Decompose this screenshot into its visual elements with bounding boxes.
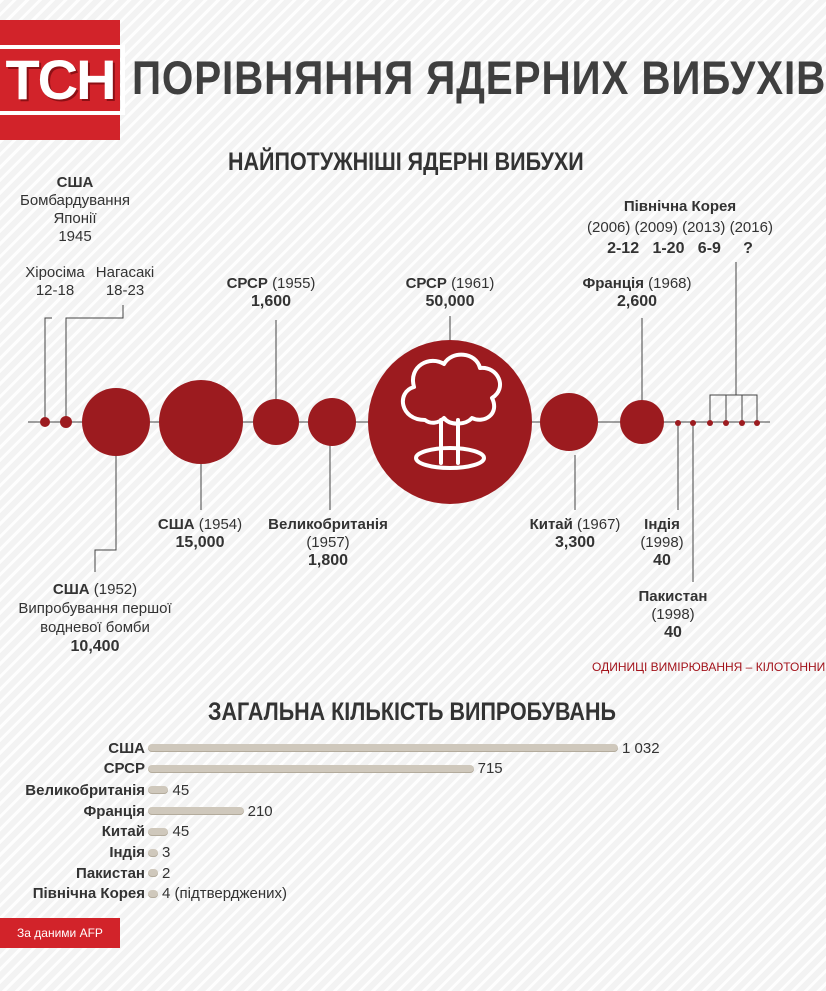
bar-value-label: 3 [162,844,171,861]
page-title: ПОРІВНЯННЯ ЯДЕРНИХ ВИБУХІВ [132,51,826,104]
circle-usa1954 [159,380,243,464]
bar-value-label: 4 (підтверджених) [162,885,288,902]
circle-ussr1955 [253,399,299,445]
label-hiroshima: Хіросіма 12-18 [25,264,85,299]
bar [148,849,158,857]
bar-row [0,842,800,863]
bar-value-label: 715 [477,760,503,777]
label-uk1957: Великобританія (1957) 1,800 [268,516,388,569]
bar-label: США [108,739,145,757]
section-title-total-tests: ЗАГАЛЬНА КІЛЬКІСТЬ ВИПРОБУВАНЬ [208,698,616,726]
bar-label: Індія [109,844,145,861]
circle-uk1957 [308,398,356,446]
bar [148,890,158,898]
label-usa1954: США (1954) 15,000 [157,516,243,551]
bar-row [0,863,800,883]
bar [148,828,168,836]
label-nagasaki: Нагасакі 18-23 [95,264,155,299]
bar-label: Пакистан [76,864,145,882]
bar-row [0,779,800,801]
circle-pakistan [690,420,696,426]
bar [148,744,618,752]
bar-row [0,801,800,821]
bar-label: СРСР [103,760,145,777]
bar-value-label: 210 [247,802,273,820]
bar-label: Північна Корея [32,885,145,902]
bar [148,869,158,877]
bar-value-label: 45 [172,823,190,840]
circle-nk-2009 [723,420,729,426]
bar-value-label: 45 [172,781,190,799]
circle-nagasaki [60,416,72,428]
label-france1968: Франція (1968) 2,600 [582,275,692,310]
bar-label: Великобританія [25,781,145,799]
tests-bar-chart [0,738,800,904]
tsn-logo: ТСН [0,20,120,140]
leader-hiroshima [45,318,52,422]
source-note: За даними AFP [0,918,120,948]
label-india: Індія (1998) 40 [640,516,684,569]
bar-row [0,758,800,779]
circle-china1967 [540,393,598,451]
bar-label: Франція [83,802,145,820]
bar-value-label: 2 [162,864,171,882]
bar-label: Китай [101,823,145,840]
bar [148,765,474,773]
label-pakistan: Пакистан (1998) 40 [638,588,708,641]
bar [148,786,168,794]
label-ussr1955: СРСР (1955) 1,600 [226,275,316,310]
circle-france1968 [620,400,664,444]
label-north-korea: Північна Корея (2006) (2009) (2013) (2016) 2-12 1-20 6-9 ? [587,198,773,257]
bracket-nk [710,395,757,422]
circle-usa1952 [82,388,150,456]
leader-usa1952 [95,455,116,572]
label-usa1945: США Бомбардування Японії 1945 [19,174,130,245]
label-ussr1961: СРСР (1961) 50,000 [405,275,495,310]
bar [148,807,244,815]
section-title-strongest: НАЙПОТУЖНІШІ ЯДЕРНІ ВИБУХИ [228,148,584,176]
bar-row [0,738,800,758]
label-china1967: Китай (1967) 3,300 [529,516,621,551]
bar-value-label: 1 032 [622,739,660,757]
circle-nk-2013 [739,420,745,426]
label-usa1952: США (1952) Випробування першої водневої бомби 10,400 [18,581,172,655]
bar-row [0,883,800,904]
circle-hiroshima [40,417,50,427]
circle-india [675,420,681,426]
circle-nk-2016 [754,420,760,426]
circle-nk-2006 [707,420,713,426]
bar-row [0,821,800,842]
unit-note: ОДИНИЦІ ВИМІРЮВАННЯ – КІЛОТОННИ [592,660,826,674]
